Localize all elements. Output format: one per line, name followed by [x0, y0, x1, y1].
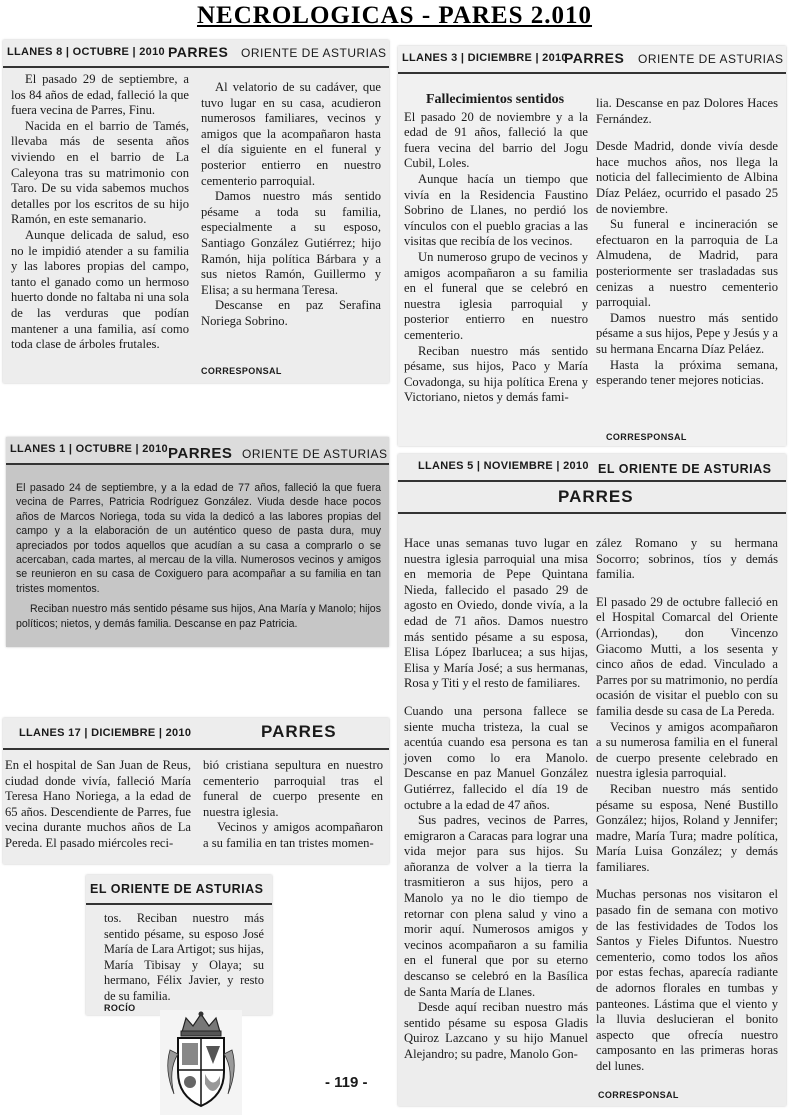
clipping-date: LLANES 1 | OCTUBRE | 2010 [10, 443, 168, 455]
newspaper-name: ORIENTE DE ASTURIAS [241, 46, 387, 60]
obituary-clipping-continuation [86, 875, 272, 1015]
article-column-2 [203, 758, 383, 852]
signature: CORRESPONSAL [606, 432, 687, 442]
paragraph: Vecinos y amigos acompañaron a su numerosa familia en el funeral de cuerpo presente celebrado en nuestra iglesia parroquial. [596, 719, 778, 781]
page-number: - 119 - [325, 1074, 368, 1091]
obituary-clipping-patricia [6, 437, 389, 647]
paragraph: lia. Descanse en paz Dolores Haces Fernández. [596, 96, 778, 126]
obituary-clipping-loles [398, 46, 786, 446]
article-column-2 [201, 80, 381, 330]
paragraph: Reciban nuestro más sentido pésame, sus hijos, Paco y María Covadonga, su hija política Erena y Victoriano, nietos y demás fami- [404, 343, 588, 405]
newspaper-name: ORIENTE DE ASTURIAS [638, 52, 784, 66]
paragraph: El pasado 20 de noviembre y a la edad de 91 años, falleció la que fuera vecina del barrio del Jogu Cubil, Loles. [404, 109, 588, 171]
parish-name: PARRES [564, 50, 625, 66]
paragraph: zález Romano y su hermana Socorro; sobrinos, tíos y demás familia. [596, 536, 778, 582]
paragraph: Sus padres, vecinos de Parres, emigraron a Caracas para lograr una vida mejor para sus hijos. Su añoranza de volver a la tierra la trasmitieron a sus hijos, pero a Manolo ya no le dio tiempo de retornar con plena salud y vino a morir aquí. Numerosos amigos y vecinos acompañaron a su familia en el funeral que por su eterno descanso se celebró en la Basílica de Santa María de Llanes. [404, 813, 588, 999]
parish-name: PARRES [168, 44, 229, 60]
clipping-header [398, 46, 786, 74]
paragraph: Damos nuestro más sentido pésame a sus hijos, Pepe y Jesús y a su hermana Encarna Díaz Peláez. [596, 310, 778, 356]
page-title: NECROLOGICAS - PARES 2.010 [196, 2, 593, 29]
paragraph: tos. Reciban nuestro más sentido pésame, su esposo José María de Lara Artigot; sus hijas, María Tibisay y Olaya; su hermano, Félix Javier, y resto de su familia. [104, 911, 264, 1003]
newspaper-name: EL ORIENTE DE ASTURIAS [598, 462, 772, 476]
signature: CORRESPONSAL [201, 366, 282, 376]
clipping-date: LLANES 5 | NOVIEMBRE | 2010 [418, 460, 589, 472]
clipping-date: LLANES 17 | DICIEMBRE | 2010 [19, 727, 192, 739]
clipping-header [6, 437, 389, 465]
paragraph: Hasta la próxima semana, esperando tener mejores noticias. [596, 357, 778, 388]
signature: CORRESPONSAL [598, 1090, 679, 1100]
paragraph: Desde aquí reciban nuestro más sentido pésame su esposa Gladis Quiroz Lazcano y su hijo Manuel Alejandro; su padre, Manolo Gon- [404, 1000, 588, 1061]
obituary-clipping-finu [3, 40, 389, 383]
paragraph: Reciban nuestro más sentido pésame sus hijos, Ana María y Manolo; hijos políticos; nietos, y demás familia. Descanse en paz Patricia. [16, 603, 381, 630]
paragraph: Un numeroso grupo de vecinos y amigos acompañaron a su familia en el funeral que se celebró en nuestra iglesia parroquial y posterior entierro en nuestro cementerio. [404, 249, 588, 342]
obituary-clipping-maria-teresa [3, 718, 389, 864]
article-column-1 [404, 92, 588, 406]
paragraph: El pasado 29 de octubre falleció en el Hospital Comarcal del Oriente (Arriondas), don Vincenzo Giacomo Mutti, a los sesenta y cinco años de edad. Vinculado a Parres por su matrimonio, no perdía ocasión de visitar el pueblo con su familia desde su casa de La Pereda. [596, 594, 778, 718]
clipping-date: LLANES 3 | DICIEMBRE | 2010 [402, 52, 568, 64]
paragraph: El pasado 29 de septiembre, a los 84 años de edad, falleció la que fuera vecina de Parres, Finu. [11, 72, 189, 118]
paragraph: Aunque hacía un tiempo que vivía en la Residencia Faustino Sobrino de Llanes, no perdió los vínculos con el pueblo gracias a las visitas que recibía de los vecinos. [404, 171, 588, 249]
newspaper-name: ORIENTE DE ASTURIAS [242, 447, 388, 461]
article-column-1 [404, 536, 588, 1063]
article-body [16, 481, 381, 631]
paragraph: Muchas personas nos visitaron el pasado fin de semana con motivo de las festividades de Todos los Santos y Fieles Difuntos. Nuestro cementerio, como todos los años por estas fechas, aparecía radiante de adornos florales en tumbas y panteones. Lástima que el viento y la lluvia deslucieran el bonito aspecto que ofrecía nuestro camposanto en las primeras horas del lunes. [596, 887, 778, 1073]
signature: ROCÍO [104, 1003, 136, 1013]
article-column-2 [596, 96, 778, 389]
paragraph: Desde Madrid, donde vivía desde hace muchos años, nos llega la noticia del fallecimiento de Albina Díaz Peláez, ocurrido el pasado 25 de noviembre. [596, 139, 778, 216]
paragraph: Aunque delicada de salud, eso no le impidió atender a su familia y las labores propias del campo, tanto el ganado como un hermoso huerto donde no faltaba ni una sola de las verduras que podían mantener a una familia, así como toda clase de árboles frutales. [11, 227, 189, 352]
clipping-header [3, 718, 389, 750]
clipping-header [398, 454, 786, 482]
paragraph: En el hospital de San Juan de Reus, ciudad donde vivía, falleció María Teresa Hano Noriega, a la edad de 65 años. Descendiente de Parres, fue vecina durante muchos años de La Pereda. El pasado miércoles reci- [5, 758, 191, 850]
article-column-1 [5, 758, 191, 852]
paragraph: Descanse en paz Serafina Noriega Sobrino. [201, 298, 381, 328]
newspaper-name: EL ORIENTE DE ASTURIAS [90, 882, 264, 896]
paragraph: El pasado 24 de septiembre, y a la edad de 77 años, falleció la que fuera vecina de Parres, Patricia Rodríguez González. Viuda desde hace pocos años de Marcos Noriega, toda su vida la dedicó a las labores propias del campo y a la elaboración de un auténtico queso de pasta dura, muy apreciados por todos aquellos que acudían a su casa a comprarlo o se acercaban, cada martes, al mercau de la villa. Numerosos vecinos y amigos se reunieron en su casa de Coxiguero para acompañar a su familia en tan tristes momentos. [16, 482, 381, 595]
paragraph: Al velatorio de su cadáver, que tuvo lugar en su casa, acudieron numerosos familiares, vecinos y amigos que la acompañaron hasta el día siguiente en el funeral y posterior entierro en nuestro cementerio parroquial. [201, 80, 381, 188]
article-column-2 [596, 536, 778, 1075]
clipping-date: LLANES 8 | OCTUBRE | 2010 [7, 46, 165, 58]
coat-of-arms-icon [160, 1010, 242, 1115]
clipping-header [3, 40, 389, 68]
clipping-header [86, 875, 272, 905]
paragraph: bió cristiana sepultura en nuestro cementerio parroquial tras el funeral de cuerpo presente en nuestra iglesia. [203, 758, 383, 819]
paragraph: Damos nuestro más sentido pésame a toda su familia, especialmente a su esposo, Santiago González Gutiérrez; hijo Ramón, hija política Bárbara y a sus nietos Ramón, Guillermo y Elisa; a su hermana Teresa. [201, 189, 381, 297]
paragraph: Vecinos y amigos acompañaron a su familia en tan tristes momen- [203, 820, 383, 850]
parish-name: PARRES [558, 487, 634, 506]
obituary-clipping-manolo-vincenzo [398, 454, 786, 1106]
article-column-1 [11, 72, 189, 353]
paragraph: Reciban nuestro más sentido pésame su esposa, Nené Bustillo González; hijos, Roland y Jennifer; madre, María Tura; madre política, María Luisa González; y demás familiares. [596, 781, 778, 874]
paragraph: Nacida en el barrio de Tamés, llevaba más de sesenta años viviendo en el barrio de La Caleyona tras su matrimonio con Taro. De su vida sabemos muchos detalles por los escritos de su hijo Ramón, en este semanario. [11, 118, 189, 227]
paragraph: Su funeral e incineración se efectuaron en la parroquia de La Almudena, de Madrid, para posteriormente ser trasladadas sus cenizas a nuestro cementerio parroquial. [596, 217, 778, 310]
article-heading: Fallecimientos sentidos [426, 92, 565, 107]
article-body [104, 911, 264, 1005]
paragraph: Hace unas semanas tuvo lugar en nuestra iglesia parroquial una misa en memoria de Pepe Quintana Nieda, fallecido el pasado 29 de agosto en Oviedo, donde vivía, a la edad de 71 años. Damos nuestro más sentido pésame a su esposa, Elisa López Ibarluceа; a sus hijas, Elisa y María José; a sus hermanas, Rosa y Titi y el resto de familiares. [404, 536, 588, 691]
paragraph: Cuando una persona fallece se siente mucha tristeza, la cual se acentúa cuando esa persona es tan joven como lo era Manolo. Descanse en paz Manuel González Gutiérrez, fallecido el día 19 de octubre a la edad de 47 años. [404, 703, 588, 812]
parish-name: PARRES [168, 445, 233, 462]
parish-name: PARRES [261, 722, 337, 741]
